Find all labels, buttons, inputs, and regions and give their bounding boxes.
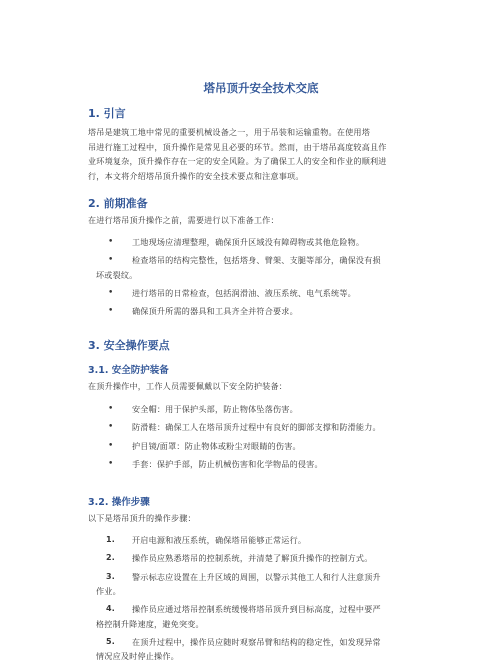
paragraph-line: 塔吊是建筑工地中常见的重要机械设备之一，用于吊装和运输重物。在使用塔 <box>88 127 370 137</box>
bullet-icon: • <box>108 237 114 247</box>
list-item-text: 在顶升过程中，操作员应随时观察吊臂和结构的稳定性，如发现异常 <box>132 637 381 648</box>
list-item <box>88 457 434 471</box>
list-item-text: 警示标志应设置在上升区域的周围，以警示其他工人和行人注意顶升 <box>132 571 381 582</box>
step-number: 2. <box>106 553 116 563</box>
preparation-list <box>88 235 434 323</box>
list-item-text: 开启电源和液压系统，确保塔吊能够正常运行。 <box>132 535 307 545</box>
list-item <box>88 286 434 300</box>
list-item-text: 操作员应熟悉塔吊的控制系统，并清楚了解顶升操作的控制方式。 <box>132 553 373 564</box>
step-number: 4. <box>106 604 116 614</box>
list-item-text-continued: 情况应及时停止操作。 <box>96 651 179 662</box>
list-item <box>88 304 434 318</box>
preparation-intro: 在进行塔吊顶升操作之前，需要进行以下准备工作： <box>88 215 279 225</box>
subsection-heading-protective-gear: 3.1. 安全防护装备 <box>88 365 169 376</box>
step-number: 3. <box>106 571 116 581</box>
list-item <box>88 602 434 631</box>
section-heading-preparation: 2. 前期准备 <box>88 197 148 210</box>
protective-gear-intro: 在顶升操作中，工作人员需要佩戴以下安全防护装备： <box>88 381 288 391</box>
bullet-icon: • <box>108 288 114 299</box>
list-item <box>88 420 434 434</box>
list-item <box>88 253 434 282</box>
list-item <box>88 570 434 599</box>
step-number: 5. <box>106 637 116 647</box>
bullet-icon: • <box>108 255 114 266</box>
operation-steps-list <box>88 533 434 668</box>
list-item-text: 检查塔吊的结构完整性，包括塔身、臂架、支腿等部分，确保没有损 <box>132 255 381 266</box>
list-item <box>88 635 434 664</box>
list-item-text: 进行塔吊的日常检查，包括润滑油、液压系统、电气系统等。 <box>132 288 356 299</box>
list-item-text-continued: 坏或裂纹。 <box>96 269 138 280</box>
bullet-icon: • <box>108 422 114 433</box>
operation-steps-intro: 以下是塔吊顶升的操作步骤： <box>88 513 196 523</box>
list-item-text: 防滑鞋：确保工人在塔吊顶升过程中有良好的脚部支撑和防滑能力。 <box>132 422 381 433</box>
paragraph-line: 业环境复杂，顶升操作存在一定的安全风险。为了确保工人的安全和作业的顺利进 <box>88 156 387 167</box>
list-item-text-continued: 格控制升降速度，避免突变。 <box>96 618 204 629</box>
list-item-text: 工地现场应清理整理，确保顶升区域没有障碍物或其他危险物。 <box>132 237 365 247</box>
bullet-icon: • <box>108 306 114 317</box>
bullet-icon: • <box>108 440 114 451</box>
list-item <box>88 235 434 249</box>
step-number: 1. <box>106 535 116 544</box>
paragraph-line: 吊进行施工过程中，顶升操作是常见且必要的环节。然而，由于塔吊高度较高且作 <box>88 141 387 152</box>
list-item <box>88 533 434 547</box>
section-heading-intro: 1. 引言 <box>88 107 126 120</box>
section-heading-safety-points: 3. 安全操作要点 <box>88 339 170 352</box>
list-item-text: 护目镜/面罩：防止物体或粉尘对眼睛的伤害。 <box>132 440 301 451</box>
list-item-text: 操作员应通过塔吊控制系统缓慢将塔吊顶升到目标高度，过程中要严 <box>132 604 381 615</box>
bullet-icon: • <box>108 459 114 470</box>
list-item <box>88 439 434 453</box>
intro-paragraph <box>88 125 434 183</box>
protective-gear-list <box>88 402 434 476</box>
list-item-text: 手套：保护手部，防止机械伤害和化学物品的侵害。 <box>132 459 323 470</box>
bullet-icon: • <box>108 404 114 414</box>
list-item <box>88 402 434 416</box>
list-item <box>88 551 434 565</box>
list-item-text: 安全帽：用于保护头部，防止物体坠落伤害。 <box>132 404 298 414</box>
list-item-text: 确保顶升所需的器具和工具齐全并符合要求。 <box>132 306 298 317</box>
document-title: 塔吊顶升安全技术交底 <box>203 81 319 95</box>
list-item-text-continued: 作业。 <box>96 586 121 597</box>
paragraph-line: 行，本文将介绍塔吊顶升操作的安全技术要点和注意事项。 <box>88 170 304 181</box>
subsection-heading-operation-steps: 3.2. 操作步骤 <box>88 497 150 508</box>
